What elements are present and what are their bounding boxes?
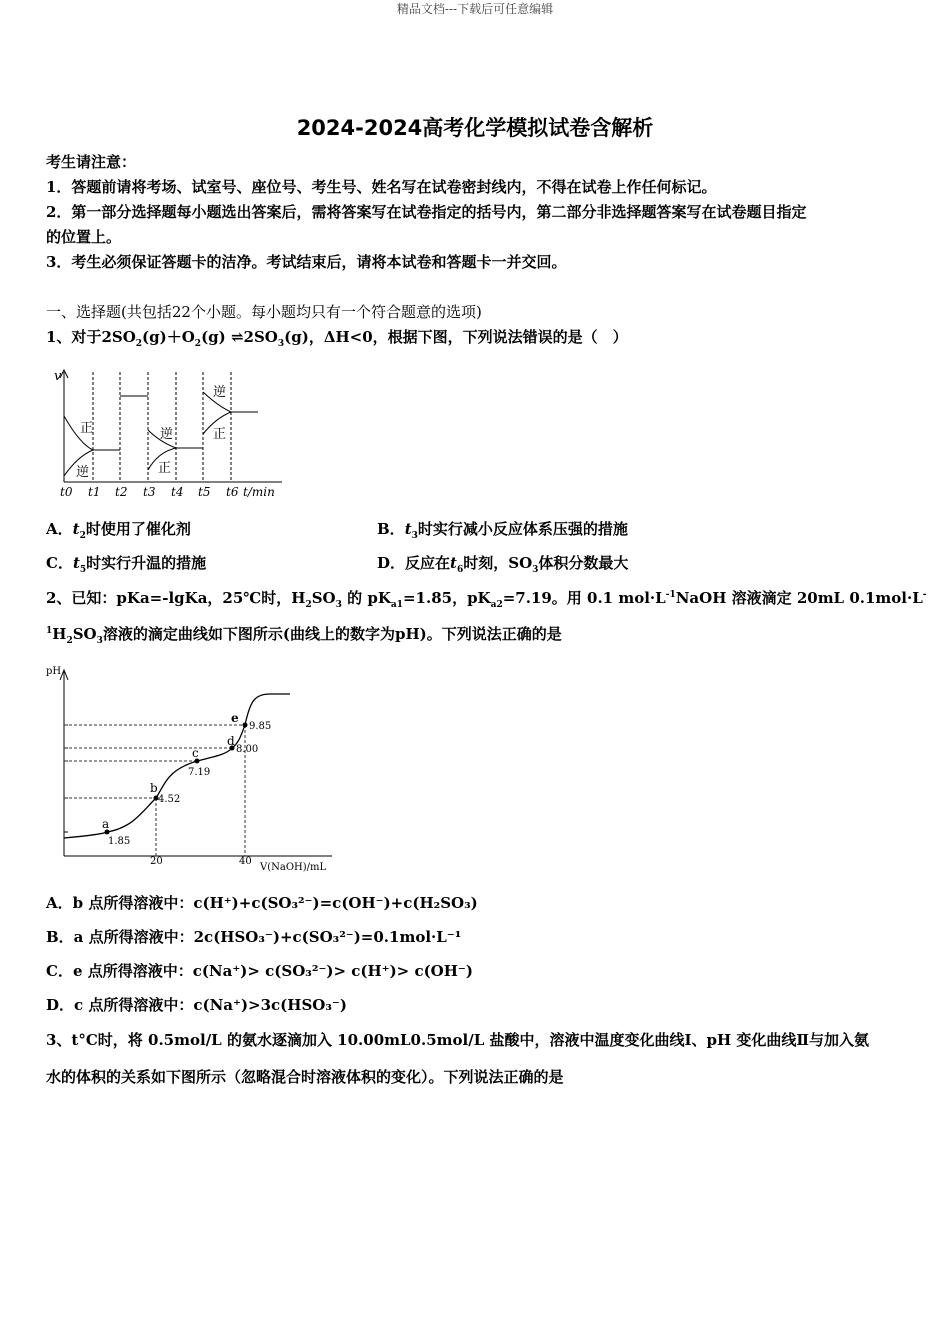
q1-tick-t2: t2: [115, 485, 128, 499]
q1-option-c-text: 时实行升温的措施: [86, 554, 207, 572]
q1-stem-suffix: ，根据下图，下列说法错误的是（ ）: [372, 328, 628, 346]
q2-point-a-label: a: [102, 817, 110, 831]
q1-option-c: C．$t_5$时实行升温的措施: [46, 554, 207, 575]
q2-point-b-ph: 4.52: [158, 794, 181, 805]
q2-x-label: V(NaOH)/mL: [260, 862, 327, 873]
q1-tick-t0: t0: [60, 485, 73, 499]
q2-y-label: pH: [46, 666, 62, 677]
q2-point-e-label: e: [231, 711, 239, 725]
q1-option-b: B．$t_3$时实行减小反应体系压强的措施: [377, 520, 628, 541]
section-heading: 一、选择题(共包括22个小题。每小题均只有一个符合题意的选项): [46, 303, 482, 321]
header-note: 精品文档---下载后可任意编辑: [396, 2, 554, 16]
q2-titration-graph: [42, 662, 342, 874]
q2-option-b: B．a 点所得溶液中：2c(HSO₃⁻)+c(SO₃²⁻)=0.1mol·L⁻¹: [46, 928, 462, 946]
notice-item-1: 1．答题前请将考场、试室号、座位号、考生号、姓名写在试卷密封线内，不得在试卷上作任何标记。: [46, 178, 717, 196]
q3-stem-line1: 3、t°C时，将 0.5mol/L 的氨水逐滴加入 10.00mL0.5mol/L 盐酸中，溶液中温度变化曲线Ⅰ、pH 变化曲线Ⅱ与加入氨: [46, 1031, 870, 1049]
q1-stem-prefix: 1、对于: [46, 328, 102, 346]
q2-point-c-ph: 7.19: [188, 767, 211, 778]
q2-point-a-ph: 1.85: [108, 836, 131, 847]
q2-option-d: D．c 点所得溶液中：c(Na⁺)>3c(HSO₃⁻): [46, 996, 347, 1014]
q2-stem-line1: 2、已知：pKa=-lgKa，25℃时，$H_2SO_3$ 的 $pK_{a1}=1.85$，$pK_{a2}=7.19$。用 0.1 $mol\cdot L^{-1}NaOH$ 溶液滴定 20mL 0.1mol·L-: [46, 589, 927, 610]
q1-option-d: D．反应在$t_6$时刻，$SO_3$体积分数最大: [377, 554, 629, 575]
q1-tick-t6: t6: [226, 485, 239, 499]
q2-tick-20: 20: [150, 856, 163, 867]
q1-tick-t5: t5: [198, 485, 211, 499]
q1-label-forward-1: 正: [80, 421, 94, 436]
q2-option-c: C．e 点所得溶液中：c(Na⁺)> c(SO₃²⁻)> c(H⁺)> c(OH⁻): [46, 962, 473, 980]
q2-point-e-ph: 9.85: [249, 721, 272, 732]
q1-tick-t4: t4: [171, 485, 184, 499]
q1-option-a: A．$t_2$时使用了催化剂: [46, 520, 191, 541]
notice-item-2-cont: 的位置上。: [46, 228, 122, 246]
q1-option-d-suffix: 体积分数最大: [538, 554, 629, 572]
notice-heading: 考生请注意：: [46, 153, 137, 171]
q2-option-a: A．b 点所得溶液中：c(H⁺)+c(SO₃²⁻)=c(OH⁻)+c(H₂SO₃): [46, 894, 478, 912]
q1-label-reverse-1: 逆: [76, 465, 90, 480]
q2-point-d-label: d: [227, 734, 235, 748]
q2-point-c-label: c: [192, 746, 199, 760]
q1-option-b-text: 时实行减小反应体系压强的措施: [417, 520, 628, 538]
q3-stem-line2: 水的体积的关系如下图所示（忽略混合时溶液体积的变化）。下列说法正确的是: [46, 1068, 564, 1086]
q1-label-reverse-3: 逆: [213, 385, 227, 400]
q1-label-forward-2: 正: [158, 461, 172, 476]
q2-point-b-label: b: [150, 781, 158, 795]
q1-rate-graph: [50, 364, 290, 500]
q1-tick-t3: t3: [143, 485, 156, 499]
q1-label-reverse-2: 逆: [160, 427, 174, 442]
q2-tick-40: 40: [239, 856, 252, 867]
notice-item-2: 2．第一部分选择题每小题选出答案后，需将答案写在试卷指定的括号内，第二部分非选择题答案写在试卷题目指定: [46, 203, 807, 221]
q1-x-unit: t/min: [243, 485, 275, 499]
q2-stem-line2: $^1H_2SO_3$溶液的滴定曲线如下图所示(曲线上的数字为pH)。下列说法正确的是: [46, 625, 562, 646]
q1-option-d-prefix: 反应在: [405, 554, 451, 572]
q1-tick-t1: t1: [88, 485, 101, 499]
notice-item-3: 3．考生必须保证答题卡的洁净。考试结束后，请将本试卷和答题卡一并交回。: [46, 253, 567, 271]
q1-y-label: v: [54, 369, 62, 384]
q1-option-a-text: 时使用了催化剂: [85, 520, 191, 538]
q1-label-forward-3: 正: [213, 427, 227, 442]
q1-stem: 1、对于$2SO_2(g)+O_2(g)$ $\rightleftharpoons 2SO_3(g)$，ΔH<0，根据下图，下列说法错误的是（ ）: [46, 328, 628, 349]
page-title: 2024-2024高考化学模拟试卷含解析: [296, 116, 654, 140]
q2-point-d-ph: 8.00: [236, 744, 259, 755]
